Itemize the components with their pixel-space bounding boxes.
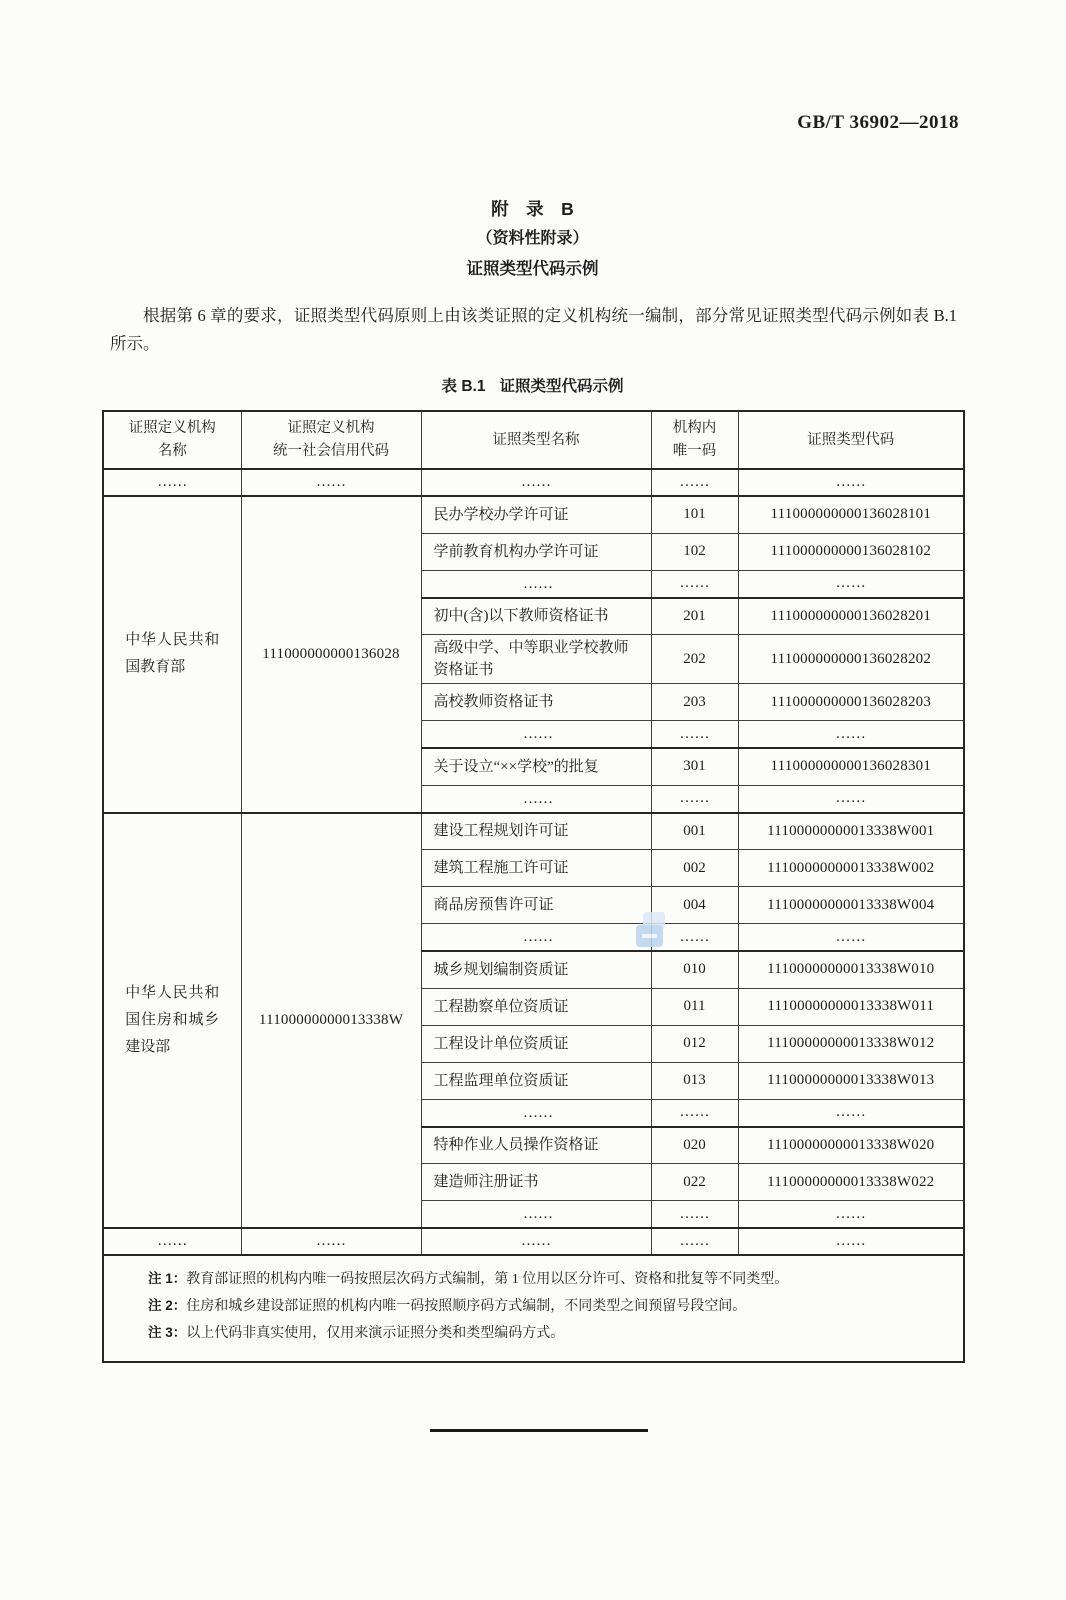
ellipsis-cell: …… — [651, 1201, 738, 1229]
table-notes-row — [103, 1255, 964, 1362]
note-text: 以上代码非真实使用，仅用来演示证照分类和类型编码方式。 — [186, 1326, 565, 1341]
credit-code-cell: 111000000000136028 — [241, 496, 421, 813]
ellipsis-cell: …… — [421, 1201, 651, 1229]
note-label: 注 3： — [148, 1325, 187, 1340]
code-table-body — [103, 469, 964, 1362]
col-header-cert-type-code — [738, 411, 964, 469]
cert-code-cell: 11100000000013338W022 — [738, 1164, 964, 1201]
note-label: 注 1： — [148, 1271, 187, 1286]
org-uid-cell: 102 — [651, 533, 738, 570]
cert-code-cell: 111000000000136028101 — [738, 496, 964, 533]
cert-code-cell: 111000000000136028301 — [738, 748, 964, 785]
org-name-cell — [103, 813, 241, 1229]
org-uid-cell: 101 — [651, 496, 738, 533]
table-caption-title: 证照类型代码示例 — [499, 378, 624, 395]
bottom-dots-row — [103, 1228, 964, 1255]
table-head — [103, 411, 964, 469]
org-name-cell — [103, 496, 241, 813]
cert-code-cell: 11100000000013338W004 — [738, 887, 964, 924]
cert-code-cell: 111000000000136028102 — [738, 533, 964, 570]
cert-name-cell: 工程监理单位资质证 — [421, 1062, 651, 1099]
org-uid-cell: 203 — [651, 684, 738, 721]
intro-paragraph: 根据第 6 章的要求，证照类型代码原则上由该类证照的定义机构统一编制，部分常见证照类型代码示例如表 B.1 所示。 — [110, 306, 957, 353]
col-header-line: 证照定义机构 — [128, 420, 216, 436]
cert-name-cell: 高级中学、中等职业学校教师资格证书 — [421, 635, 651, 684]
cert-code-cell: 11100000000013338W010 — [738, 951, 964, 988]
note-text: 教育部证照的机构内唯一码按照层次码方式编制，第 1 位用以区分许可、资格和批复等不同类型。 — [186, 1272, 789, 1287]
org-uid-cell: 011 — [651, 988, 738, 1025]
cert-name-cell: 城乡规划编制资质证 — [421, 951, 651, 988]
col-header-org-uid — [651, 411, 738, 469]
cert-name-cell: 商品房预售许可证 — [421, 887, 651, 924]
cert-name-cell: 工程设计单位资质证 — [421, 1025, 651, 1062]
org-name-line: 建设部 — [125, 1038, 171, 1055]
ellipsis-cell: …… — [421, 469, 651, 496]
org-uid-cell: 013 — [651, 1062, 738, 1099]
col-header-line: 证照定义机构 — [287, 420, 375, 436]
table-row — [103, 813, 964, 850]
note-text: 住房和城乡建设部证照的机构内唯一码按照顺序码方式编制，不同类型之间预留号段空间。 — [186, 1299, 747, 1314]
col-header-line: 唯一码 — [672, 443, 717, 459]
table-caption — [102, 374, 963, 396]
cert-name-cell: 高校教师资格证书 — [421, 684, 651, 721]
ellipsis-cell: …… — [241, 469, 421, 496]
col-header-line: 机构内 — [672, 420, 717, 436]
table-note — [148, 1320, 947, 1347]
ellipsis-cell: …… — [651, 785, 738, 813]
ellipsis-cell: …… — [103, 1228, 241, 1255]
appendix-heading-block — [102, 194, 963, 284]
table-header-row — [103, 411, 964, 469]
ellipsis-cell: …… — [738, 1201, 964, 1229]
ellipsis-cell: …… — [651, 469, 738, 496]
credit-code-cell: 11100000000013338W — [241, 813, 421, 1229]
ellipsis-cell: …… — [421, 1099, 651, 1127]
col-header-line: 统一社会信用代码 — [273, 443, 389, 459]
cert-name-cell: 建筑工程施工许可证 — [421, 850, 651, 887]
org-uid-cell: 301 — [651, 748, 738, 785]
ellipsis-cell: …… — [421, 570, 651, 598]
ellipsis-cell: …… — [651, 1228, 738, 1255]
org-uid-cell: 001 — [651, 813, 738, 850]
cert-code-cell: 11100000000013338W020 — [738, 1127, 964, 1164]
org-name — [125, 980, 219, 1061]
cert-code-cell: 111000000000136028202 — [738, 635, 964, 684]
cert-code-cell: 111000000000136028201 — [738, 598, 964, 635]
watermark-shape — [636, 925, 663, 947]
org-uid-cell: 202 — [651, 635, 738, 684]
ellipsis-cell: …… — [651, 924, 738, 952]
table-row — [103, 496, 964, 533]
org-name — [125, 627, 219, 681]
cert-name-cell: 建设工程规划许可证 — [421, 813, 651, 850]
cert-code-cell: 11100000000013338W011 — [738, 988, 964, 1025]
col-header-org-name — [103, 411, 241, 469]
ellipsis-cell: …… — [421, 924, 651, 952]
col-header-line: 名称 — [157, 443, 187, 459]
cert-code-cell: 11100000000013338W013 — [738, 1062, 964, 1099]
col-header-line: 证照类型名称 — [492, 431, 580, 448]
cert-name-cell: 工程勘察单位资质证 — [421, 988, 651, 1025]
org-uid-cell: 020 — [651, 1127, 738, 1164]
org-uid-cell: 010 — [651, 951, 738, 988]
col-header-credit-code — [241, 411, 421, 469]
col-header-line: 证照类型代码 — [807, 431, 895, 448]
ellipsis-cell: …… — [738, 1099, 964, 1127]
ellipsis-cell: …… — [738, 570, 964, 598]
ellipsis-cell: …… — [738, 721, 964, 749]
cert-name-cell: 关于设立“××学校”的批复 — [421, 748, 651, 785]
ellipsis-cell: …… — [651, 570, 738, 598]
org-uid-cell: 012 — [651, 1025, 738, 1062]
ellipsis-cell: …… — [651, 721, 738, 749]
org-name-line: 国住房和城乡 — [125, 1011, 220, 1028]
watermark-logo — [636, 912, 670, 950]
ellipsis-cell: …… — [738, 924, 964, 952]
ellipsis-cell: …… — [421, 1228, 651, 1255]
org-uid-cell: 004 — [651, 887, 738, 924]
cert-code-cell: 111000000000136028203 — [738, 684, 964, 721]
ellipsis-cell: …… — [421, 721, 651, 749]
ellipsis-cell: …… — [241, 1228, 421, 1255]
ellipsis-cell: …… — [738, 469, 964, 496]
col-header-cert-type-name — [421, 411, 651, 469]
ellipsis-cell: …… — [421, 785, 651, 813]
appendix-subtitle: （资料性附录） — [476, 230, 589, 247]
cert-name-cell: 学前教育机构办学许可证 — [421, 533, 651, 570]
table-notes-cell — [103, 1255, 964, 1362]
cert-name-cell: 初中(含)以下教师资格证书 — [421, 598, 651, 635]
cert-code-cell: 11100000000013338W012 — [738, 1025, 964, 1062]
certificate-code-table — [102, 410, 965, 1363]
page-content — [102, 0, 963, 1432]
cert-code-cell: 11100000000013338W002 — [738, 850, 964, 887]
org-name-line: 中华人民共和 — [125, 984, 220, 1001]
cert-name-cell: 民办学校办学许可证 — [421, 496, 651, 533]
table-caption-label: 表 B.1 — [441, 378, 486, 395]
ellipsis-cell: …… — [651, 1099, 738, 1127]
cert-name-cell: 特种作业人员操作资格证 — [421, 1127, 651, 1164]
top-dots-row — [103, 469, 964, 496]
note-label: 注 2： — [148, 1298, 187, 1313]
appendix-section-heading: 证照类型代码示例 — [466, 260, 599, 278]
ellipsis-cell: …… — [738, 1228, 964, 1255]
table-note — [148, 1266, 947, 1293]
table-note — [148, 1293, 947, 1320]
cert-name-cell: 建造师注册证书 — [421, 1164, 651, 1201]
end-of-document-rule — [430, 1429, 648, 1432]
ellipsis-cell: …… — [738, 785, 964, 813]
org-name-line: 中华人民共和 — [125, 632, 220, 649]
standard-number: GB/T 36902—2018 — [797, 112, 959, 133]
org-uid-cell: 201 — [651, 598, 738, 635]
appendix-title: 附 录 B — [491, 199, 574, 219]
org-uid-cell: 002 — [651, 850, 738, 887]
ellipsis-cell: …… — [103, 469, 241, 496]
org-uid-cell: 022 — [651, 1164, 738, 1201]
org-name-line: 国教育部 — [125, 659, 186, 676]
cert-code-cell: 11100000000013338W001 — [738, 813, 964, 850]
